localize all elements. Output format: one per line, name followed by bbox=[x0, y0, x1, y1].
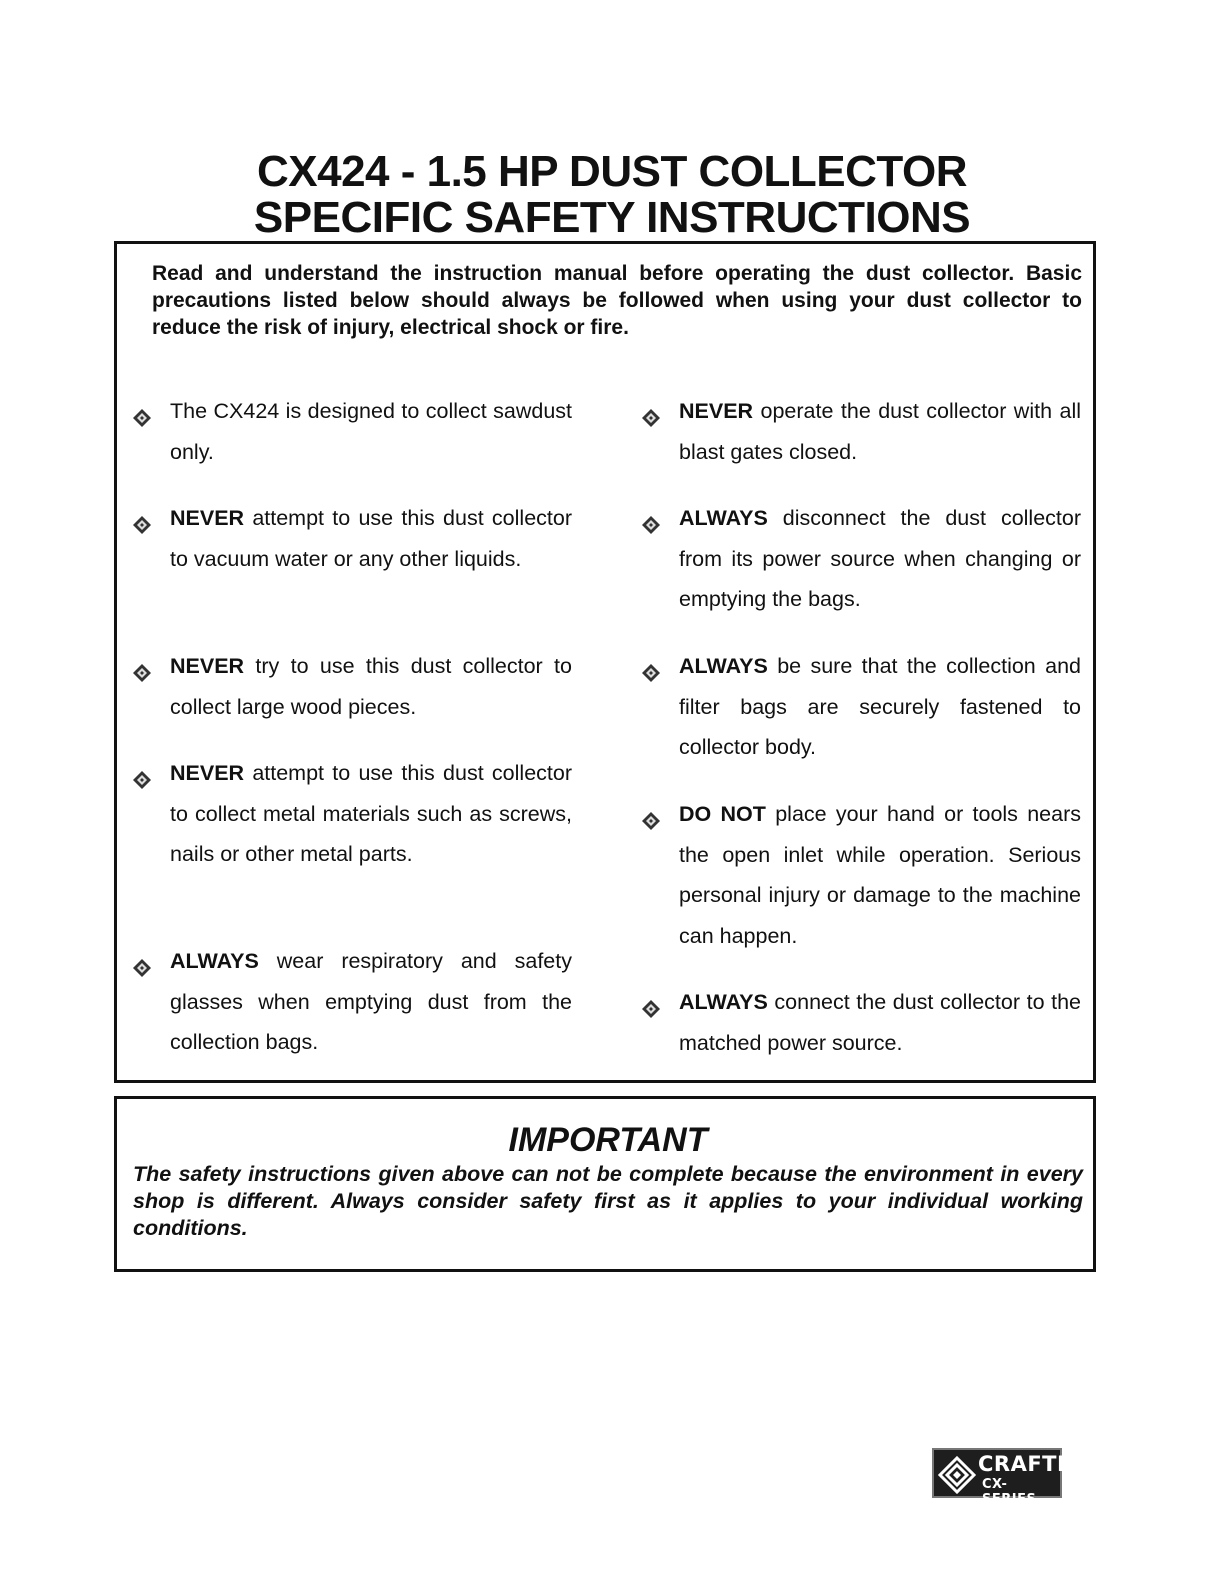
diamond-bullet-icon bbox=[641, 508, 661, 528]
list-item: NEVER attempt to use this dust collector to collect metal materials such as screws, nails or other metal parts. bbox=[132, 753, 572, 875]
list-item: ALWAYS wear respiratory and safety glasses when emptying dust from the collection bags. bbox=[132, 941, 572, 1063]
list-item: NEVER operate the dust collector with all blast gates closed. bbox=[641, 391, 1081, 472]
page-title-line1: CX424 - 1.5 HP DUST COLLECTOR bbox=[256, 147, 968, 196]
diamond-bullet-icon bbox=[641, 401, 661, 421]
diamond-bullet-icon bbox=[132, 951, 152, 971]
diamond-bullet-icon bbox=[641, 992, 661, 1012]
diamond-bullet-icon bbox=[132, 656, 152, 676]
list-item: DO NOT place your hand or tools nears the open inlet while operation. Serious personal injury or damage to the machine can happen. bbox=[641, 794, 1081, 956]
list-item: The CX424 is designed to collect sawdust only. bbox=[132, 391, 572, 472]
craftex-logo bbox=[932, 1448, 1089, 1507]
diamond-bullet-icon bbox=[132, 508, 152, 528]
safety-instructions-box bbox=[114, 241, 1096, 1083]
list-item: NEVER try to use this dust collector to collect large wood pieces. bbox=[132, 646, 572, 727]
important-title: IMPORTANT bbox=[508, 1121, 708, 1159]
diamond-bullet-icon bbox=[132, 401, 152, 421]
important-text: The safety instructions given above can not be complete because the environment in every shop is different. Always consider safety first as it applies to your individual working conditions. bbox=[133, 1162, 1083, 1240]
list-item: ALWAYS be sure that the collection and filter bags are securely fastened to collector body. bbox=[641, 646, 1081, 768]
important-box bbox=[114, 1096, 1096, 1272]
diamond-bullet-icon bbox=[132, 763, 152, 783]
page-title-line2: SPECIFIC SAFETY INSTRUCTIONS bbox=[253, 193, 971, 242]
list-item: ALWAYS connect the dust collector to the matched power source. bbox=[641, 982, 1081, 1063]
list-item: ALWAYS disconnect the dust collector from its power source when changing or emptying the bags. bbox=[641, 498, 1081, 620]
diamond-bullet-icon bbox=[641, 656, 661, 676]
list-item: NEVER attempt to use this dust collector to vacuum water or any other liquids. bbox=[132, 498, 572, 579]
diamond-bullet-icon bbox=[641, 804, 661, 824]
craftex-diamond-icon bbox=[938, 1456, 976, 1494]
intro-paragraph: Read and understand the instruction manual before operating the dust collector. Basic precautions listed below should always be followed when using your dust collector to reduce the risk of injury, electrical shock or fire. bbox=[152, 262, 1082, 339]
logo-series: CX-SERIES bbox=[982, 1477, 1037, 1507]
logo-brand: CRAFTEX bbox=[978, 1452, 1089, 1476]
